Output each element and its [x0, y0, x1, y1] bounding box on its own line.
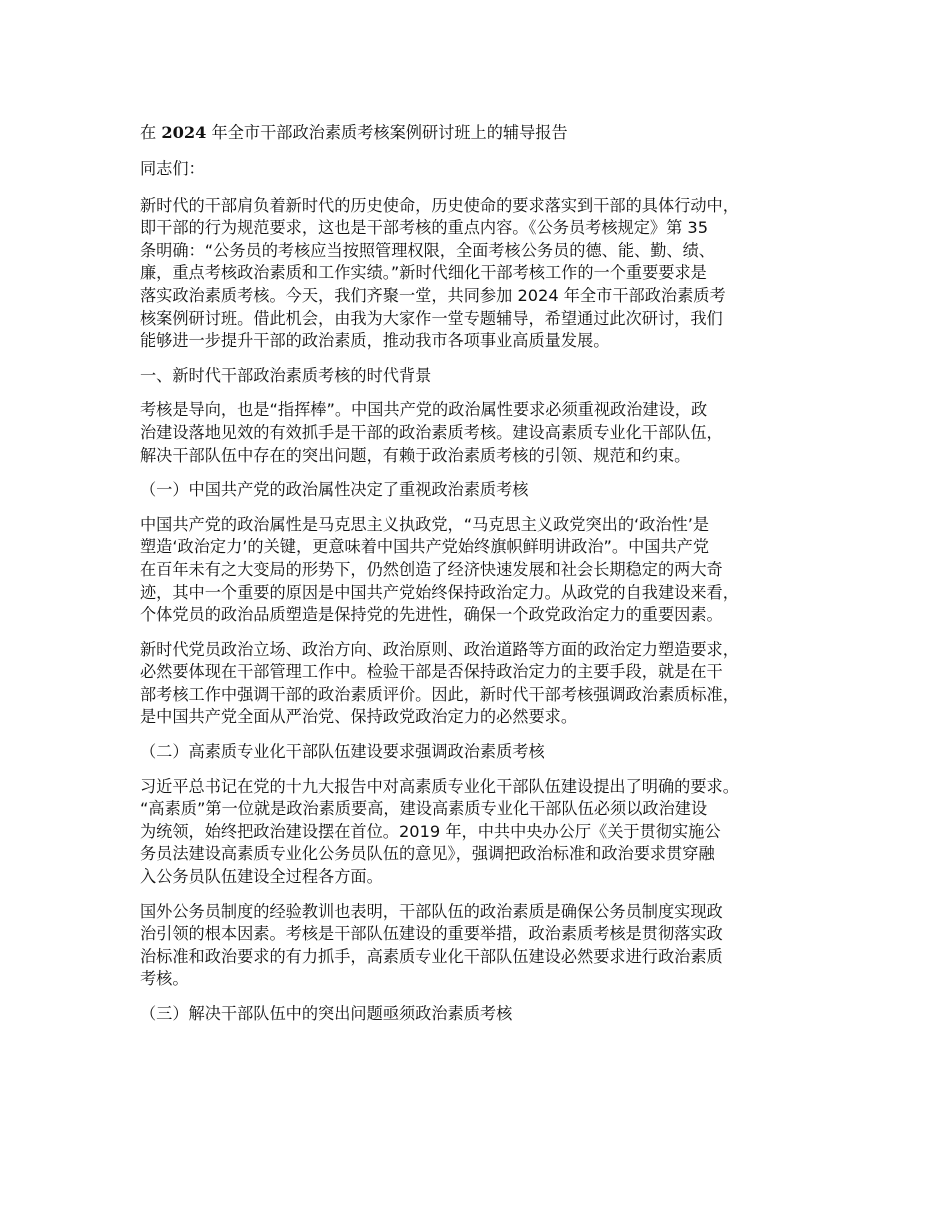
- document-page: [140, 122, 830, 1026]
- title-year: 2024: [161, 123, 207, 142]
- paragraph-sub1-a: [140, 514, 830, 627]
- title-suffix: 年全市干部政治素质考核案例研讨班上的辅导报告: [206, 123, 568, 142]
- text-line: 务员法建设高素质专业化公务员队伍的意见》，强调把政治标准和政治要求贯穿融: [140, 844, 715, 864]
- text-line: 廉，重点考核政治素质和工作实绩。”新时代细化干部考核工作的一个重要要求是: [140, 263, 707, 283]
- text-line: 入公务员队伍建设全过程各方面。: [140, 867, 383, 887]
- text-line: 即干部的行为规范要求，这也是干部考核的重点内容。《公务员考核规定》第 35: [140, 218, 709, 238]
- text-line: 国外公务员制度的经验教训也表明，干部队伍的政治素质是确保公务员制度实现政: [140, 901, 723, 921]
- text-line: 新时代党员政治立场、政治方向、政治原则、政治道路等方面的政治定力塑造要求，: [140, 639, 739, 659]
- text-line: 解决干部队伍中存在的突出问题，有赖于政治素质考核的引领、规范和约束。: [140, 445, 691, 465]
- section-heading-1: [140, 365, 830, 388]
- text-line: 条明确：“公务员的考核应当按照管理权限，全面考核公务员的德、能、勤、绩、: [140, 240, 715, 260]
- subheading-3: [140, 1003, 830, 1026]
- text-line: 落实政治素质考核。今天，我们齐聚一堂，共同参加 2024 年全市干部政治素质考: [140, 285, 726, 305]
- text-line: 能够进一步提升干部的政治素质，推动我市各项事业高质量发展。: [140, 331, 610, 351]
- text-line: 部考核工作中强调干部的政治素质评价。因此，新时代干部考核强调政治素质标准，: [140, 684, 739, 704]
- text-line: 一、新时代干部政治素质考核的时代背景: [140, 365, 432, 385]
- document-title: [140, 122, 830, 144]
- text-line: （一）中国共产党的政治属性决定了重视政治素质考核: [140, 480, 529, 500]
- text-line: 考核是导向，也是“指挥棒”。中国共产党的政治属性要求必须重视政治建设，政: [140, 400, 708, 420]
- text-line: 在百年未有之大变局的形势下，仍然创造了经济快速发展和社会长期稳定的两大奇: [140, 559, 723, 579]
- text-line: 治建设落地见效的有效抓手是干部的政治素质考核。建设高素质专业化干部队伍，: [140, 422, 723, 442]
- paragraph-sub2-b: [140, 901, 830, 991]
- text-line: 迹，其中一个重要的原因是中国共产党始终保持政治定力。从政党的自我建设来看，: [140, 582, 739, 602]
- paragraph-sub1-b: [140, 639, 830, 729]
- text-line: 治标准和政治要求的有力抓手，高素质专业化干部队伍建设必然要求进行政治素质: [140, 946, 723, 966]
- text-line: “高素质”第一位就是政治素质要高，建设高素质专业化干部队伍必须以政治建设: [140, 799, 708, 819]
- title-prefix: 在: [140, 123, 162, 142]
- text-line: 为统领，始终把政治建设摆在首位。2019 年，中共中央办公厅《关于贯彻实施公: [140, 821, 721, 841]
- salutation: 同志们：: [140, 159, 205, 178]
- text-line: 核案例研讨班。借此机会，由我为大家作一堂专题辅导，希望通过此次研讨，我们: [140, 308, 723, 328]
- subheading-2: [140, 741, 830, 764]
- text-line: （二）高素质专业化干部队伍建设要求强调政治素质考核: [140, 742, 545, 762]
- paragraph-sub2-a: [140, 776, 830, 889]
- document-body: [140, 195, 830, 1026]
- text-line: 新时代的干部肩负着新时代的历史使命，历史使命的要求落实到干部的具体行动中，: [140, 195, 739, 215]
- text-line: 塑造‘政治定力’的关键，更意味着中国共产党始终旗帜鲜明讲政治”。中国共产党: [140, 537, 710, 557]
- text-line: 个体党员的政治品质塑造是保持党的先进性，确保一个政党政治定力的重要因素。: [140, 605, 723, 625]
- subheading-1: [140, 479, 830, 502]
- text-line: 治引领的根本因素。考核是干部队伍建设的重要举措，政治素质考核是贯彻落实政: [140, 924, 723, 944]
- text-line: （三）解决干部队伍中的突出问题亟须政治素质考核: [140, 1004, 513, 1023]
- text-line: 必然要体现在干部管理工作中。检验干部是否保持政治定力的主要手段，就是在干: [140, 662, 723, 682]
- text-line: 习近平总书记在党的十九大报告中对高素质专业化干部队伍建设提出了明确的要求。: [140, 776, 739, 796]
- text-line: 是中国共产党全面从严治党、保持政党政治定力的必然要求。: [140, 707, 578, 727]
- paragraph-section-1: [140, 399, 830, 467]
- text-line: 中国共产党的政治属性是马克思主义执政党，“马克思主义政党突出的‘政治性’是: [140, 514, 710, 534]
- text-line: 考核。: [140, 969, 189, 989]
- paragraph-intro: [140, 195, 830, 353]
